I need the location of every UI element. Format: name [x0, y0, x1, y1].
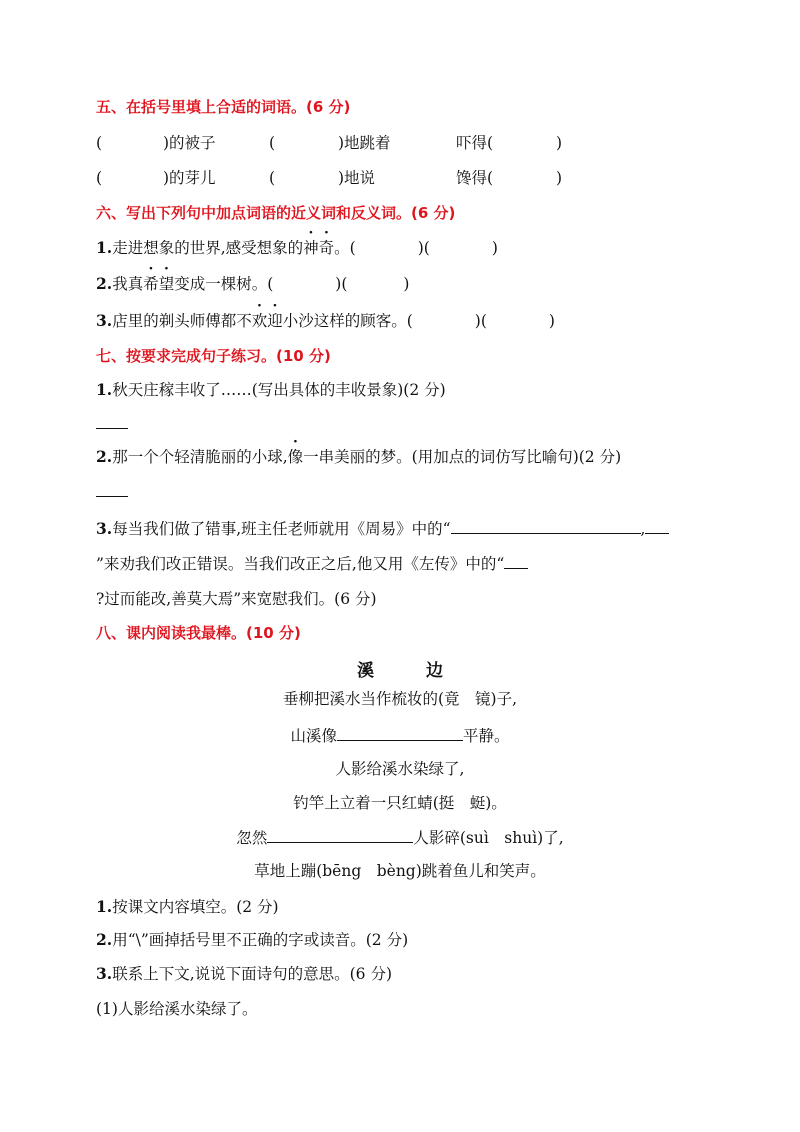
- s6-question-2: [96, 274, 409, 294]
- question-number: 1.: [96, 380, 113, 399]
- emphasized-char: 迎: [267, 312, 283, 330]
- word-item: )的芽儿: [163, 169, 216, 187]
- emphasized-char: 奇: [318, 239, 335, 257]
- question-number: 3.: [96, 519, 113, 538]
- s6-question-1: [96, 238, 498, 258]
- word-item: 馋得(: [456, 169, 494, 187]
- bracket-open: (: [96, 134, 103, 152]
- poem-title-char: 溪: [357, 661, 400, 681]
- fill-blank[interactable]: [504, 552, 528, 569]
- poem-line-2: [0, 724, 800, 746]
- fill-blank[interactable]: [337, 724, 463, 741]
- bracket-open: (: [96, 169, 103, 187]
- section-8-heading: 八、课内阅读我最棒。(10 分): [96, 624, 301, 642]
- s8-question-3: [96, 964, 392, 984]
- poem-title: [0, 656, 800, 681]
- section-7-heading: 七、按要求完成句子练习。(10 分): [96, 347, 331, 365]
- question-number: 1.: [96, 897, 113, 916]
- fill-blank[interactable]: [451, 517, 641, 534]
- poem-line-5: [0, 826, 800, 848]
- sentence-text: 一串美丽的梦。(用加点的词仿写比喻句)(2 分): [303, 448, 622, 466]
- poem-text: 平静。: [463, 727, 510, 745]
- poem-line-1: 垂柳把溪水当作梳妆的(竟 镜)子,: [282, 690, 518, 708]
- question-text: 秋天庄稼丰收了……(写出具体的丰收景象)(2 分): [112, 381, 446, 399]
- section-5-heading: 五、在括号里填上合适的词语。(6 分): [96, 98, 351, 116]
- word-item: )地跳着: [338, 134, 391, 152]
- poem-text: 山溪像: [290, 727, 337, 745]
- poem-text: 人影碎(suì shuì)了,: [413, 829, 564, 847]
- s6-question-3: [96, 311, 555, 331]
- poem-line-3: 人影给溪水染绿了,: [335, 760, 465, 778]
- question-number: 3.: [96, 964, 113, 983]
- bracket-pair: )(: [335, 275, 348, 293]
- s7-question-3-line-3: ?过而能改,善莫大焉”来宽慰我们。(6 分): [96, 590, 377, 608]
- sentence-text: 我真: [112, 275, 144, 293]
- answer-line[interactable]: [96, 496, 128, 497]
- word-item: )的被子: [163, 134, 216, 152]
- bracket-open: (: [269, 134, 276, 152]
- bracket-open: (: [269, 169, 276, 187]
- poem-line-6: 草地上蹦(bēng bèng)跳着鱼儿和笑声。: [254, 862, 546, 880]
- question-number: 3.: [96, 311, 113, 330]
- sentence-text: 每当我们做了错事,班主任老师就用《周易》中的“: [112, 520, 451, 538]
- question-number: 1.: [96, 238, 113, 257]
- bracket-close: ): [556, 134, 563, 152]
- bracket-close: ): [548, 312, 555, 330]
- s7-question-3-line-1: [96, 517, 669, 539]
- fill-blank[interactable]: [645, 517, 669, 534]
- section-6-heading: 六、写出下列句中加点词语的近义词和反义词。(6 分): [96, 204, 456, 222]
- sentence-text: 那一个个轻清脆丽的小球,: [112, 448, 288, 466]
- bracket-pair: )(: [417, 239, 430, 257]
- sentence-text: 小沙这样的顾客。(: [282, 312, 413, 330]
- poem-title-char: 边: [426, 661, 469, 681]
- answer-line[interactable]: [96, 428, 128, 429]
- emphasized-char: 像: [287, 448, 304, 466]
- s8-question-1: [96, 897, 279, 917]
- sentence-text: 店里的剃头师傅都不: [112, 312, 252, 330]
- sentence-text: 走进想象的世界,感受想象的: [112, 239, 304, 257]
- question-number: 2.: [96, 930, 113, 949]
- sentence-text: ”来劝我们改正错误。当我们改正之后,他又用《左传》中的“: [96, 555, 505, 573]
- word-item: 吓得(: [456, 134, 494, 152]
- question-text: 联系上下文,说说下面诗句的意思。(6 分): [112, 965, 392, 983]
- emphasized-char: 希: [143, 275, 159, 293]
- s7-question-2: [96, 447, 621, 467]
- s7-question-3-line-2: [96, 552, 528, 574]
- emphasized-char: 欢: [251, 312, 268, 330]
- emphasized-char: 神: [303, 239, 319, 257]
- question-text: 按课文内容填空。(2 分): [112, 898, 279, 916]
- sentence-text: 。(: [334, 239, 356, 257]
- word-item: )地说: [338, 169, 376, 187]
- sentence-text: 变成一棵树。(: [174, 275, 274, 293]
- s7-question-1: [96, 380, 446, 400]
- emphasized-char: 望: [158, 275, 175, 293]
- poem-text: 忽然: [236, 829, 268, 847]
- bracket-close: ): [491, 239, 498, 257]
- fill-blank[interactable]: [267, 826, 413, 843]
- bracket-close: ): [556, 169, 563, 187]
- bracket-pair: )(: [474, 312, 487, 330]
- question-number: 2.: [96, 274, 113, 293]
- punctuation: ,: [640, 520, 646, 538]
- bracket-close: ): [403, 275, 410, 293]
- question-number: 2.: [96, 447, 113, 466]
- question-text: 用“\”画掉括号里不正确的字或读音。(2 分): [112, 931, 409, 949]
- poem-line-4: 钓竿上立着一只红蜻(挺 蜓)。: [293, 794, 507, 812]
- s8-question-3-sub-1: (1)人影给溪水染绿了。: [96, 1000, 258, 1018]
- s8-question-2: [96, 930, 408, 950]
